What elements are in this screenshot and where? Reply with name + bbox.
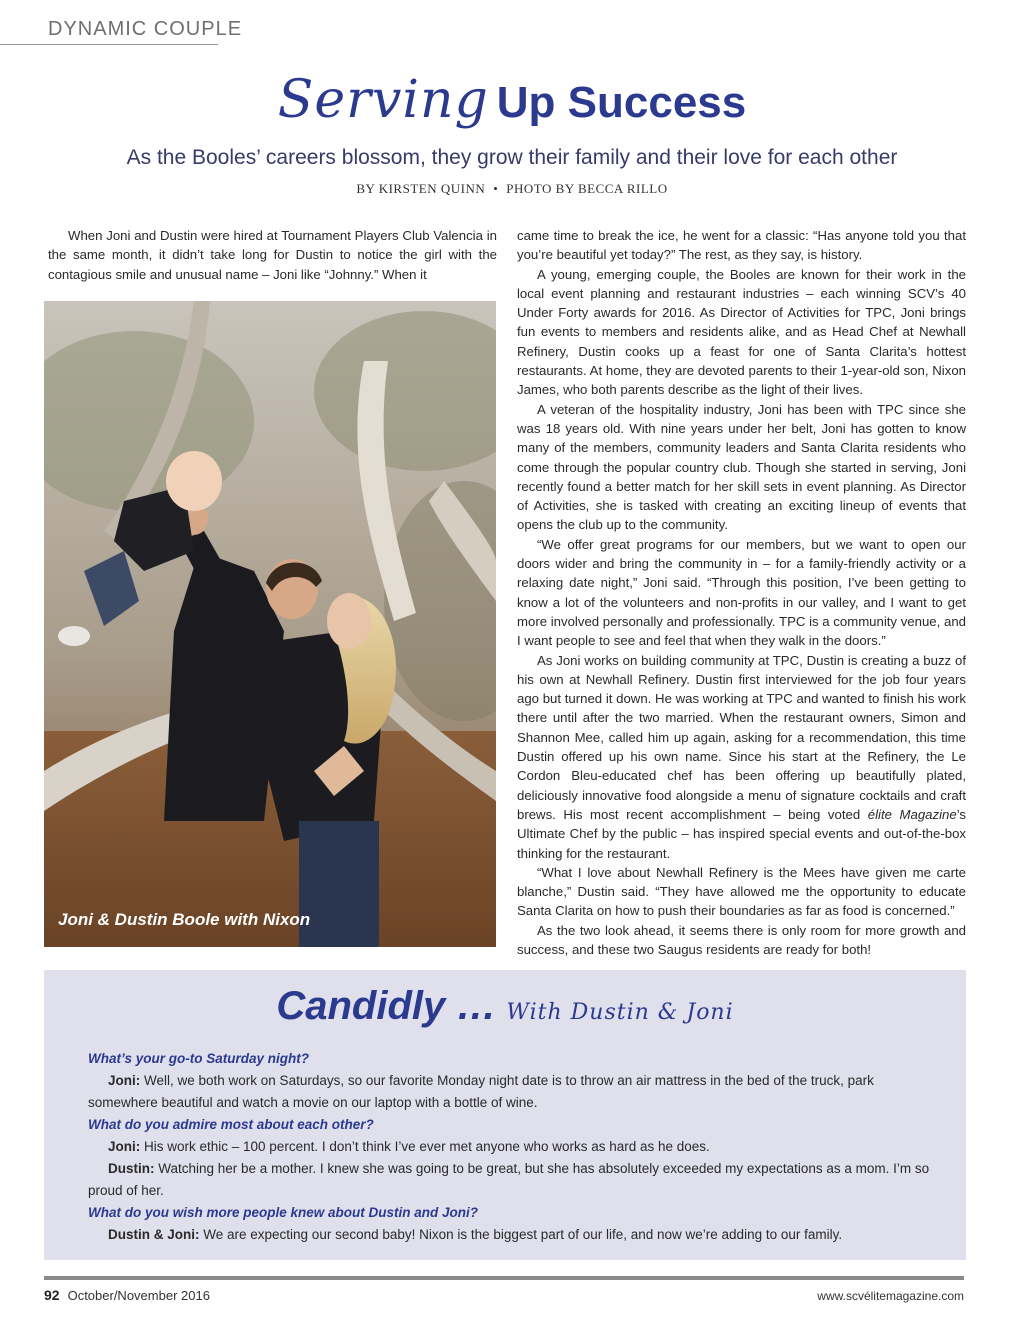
answer-text: Well, we both work on Saturdays, so our favorite Monday night date is to throw an air mattress in the bed of the truck, park somewhere beautiful and watch a movie on our laptop with a bottle of wine. [88,1073,874,1110]
question: What’s your go-to Saturday night? [88,1051,309,1066]
paragraph-text: ’s Ultimate Chef by the public – has inspired special events and out-of-the-box thinking for the restaurant. [517,806,966,861]
photo-caption: Joni & Dustin Boole with Nixon [58,910,311,929]
qa-list [88,1048,938,1246]
answer [88,1070,938,1114]
footer-left [44,1287,210,1303]
speaker: Joni: [108,1139,141,1154]
answer-text: His work ethic – 100 percent. I don’t think I’ve ever met anyone who works as hard as he does. [140,1139,710,1154]
speaker: Dustin: [108,1161,155,1176]
answer-text: Watching her be a mother. I knew she was going to be great, but she has absolutely exceeded my expectations as a mom. I’m so proud of her. [88,1161,930,1198]
title-script: Serving [277,70,489,130]
byline-author: BY KIRSTEN QUINN [356,181,486,196]
candidly-title [44,984,966,1029]
paragraph [517,651,966,863]
answer [88,1224,938,1246]
answer-text: We are expecting our second baby! Nixon is the biggest part of our life, and now we’re adding to our family. [199,1227,843,1242]
paragraph: came time to break the ice, he went for a classic: “Has anyone told you that you’re beautiful yet today?” The rest, as they say, is history. [517,228,966,263]
issue-date: October/November 2016 [67,1288,210,1303]
paragraph: A young, emerging couple, the Booles are known for their work in the local event planning and restaurant industries – each winning SCV’s 40 Under Forty awards for 2016. As Director of Activities for TPC, Joni brings fun events to members and residents alike, and as Head Chef at Newhall Refinery, Dustin cooks up a feast for one of Santa Clarita’s hottest restaurants. At home, they are devoted parents to their 1-year-old son, Nixon James, who both parents describe as the light of their lives. [517,266,966,398]
question: What do you admire most about each other? [88,1117,374,1132]
candidly-sidebar [44,970,966,1260]
website-link[interactable]: www.scvélitemagazine.com [817,1289,964,1303]
article-title [0,70,1024,130]
answer [88,1136,938,1158]
speaker: Joni: [108,1073,141,1088]
left-column-text [48,226,497,284]
magazine-name: élite Magazine [867,806,957,822]
right-column-text [517,226,966,959]
answer [88,1158,938,1202]
article-subtitle: As the Booles’ careers blossom, they grow their family and their love for each other [126,146,898,169]
question: What do you wish more people knew about Dustin and Joni? [88,1205,479,1220]
paragraph: “What I love about Newhall Refinery is the Mees have given me carte blanche,” Dustin said. “They have allowed me the opportunity to educate Santa Clarita on how to push their boundaries as far as food is concerned.” [517,864,966,919]
couple-photo [44,301,496,947]
candidly-title-script: With Dustin & Joni [506,1000,734,1025]
paragraph: “We offer great programs for our members, but we want to open our doors wider and bring the community in – for a family-friendly activity or a relaxing date night,” Joni said. “Through this position, I’ve been getting to know a lot of the volunteers and non-profits in our valley, and I want to get more involved personally and professionally. TPC is a community venue, and I want people to see and feel that when they walk in the doors.” [517,536,966,649]
photo-illustration [44,301,496,947]
paragraph-text: As Joni works on building community at TPC, Dustin is creating a buzz of his own at Newhall Refinery. Dustin first interviewed for the job four years ago but turned it down. He was working at TPC and wanted to finish his work there until after the two married. When the restaurant owners, Simon and Shannon Mee, called him up again, asking for a recommendation, this time Dustin offered up his own name. Since his start at the Refinery, the Le Cordon Bleu-educated chef has been offering up beautifully plated, deliciously innovative food alongside a menu of signature cocktails and craft brews. His most recent accomplishment – being voted [517,652,966,822]
candidly-title-bold: Candidly … [276,984,497,1028]
paragraph: A veteran of the hospitality industry, Joni has been with TPC since she was 18 years old. With nine years under her belt, Joni has gotten to know many of the members, community leaders and Santa Clarita residents who come through the popular country club. Though she started in serving, Joni recently found a better match for her skill sets in event planning. As Director of Activities, she is tasked with creating an exciting lineup of events that opens the club up to the community. [517,401,966,533]
section-label: DYNAMIC COUPLE [48,18,243,40]
speaker: Dustin & Joni: [108,1227,200,1242]
byline-separator: • [493,181,499,196]
title-bold: Up Success [496,78,747,127]
paragraph: As the two look ahead, it seems there is only room for more growth and success, and these two Saugus residents are ready for both! [517,922,966,957]
section-rule [0,44,218,45]
byline-photo: PHOTO BY BECCA RILLO [506,181,668,196]
page-number: 92 [44,1287,60,1303]
paragraph: When Joni and Dustin were hired at Tournament Players Club Valencia in the same month, it didn’t take long for Dustin to notice the girl with the contagious smile and unusual name – Joni like “Johnny.” When it [48,228,497,282]
byline [0,181,1024,197]
footer-rule [44,1276,964,1280]
